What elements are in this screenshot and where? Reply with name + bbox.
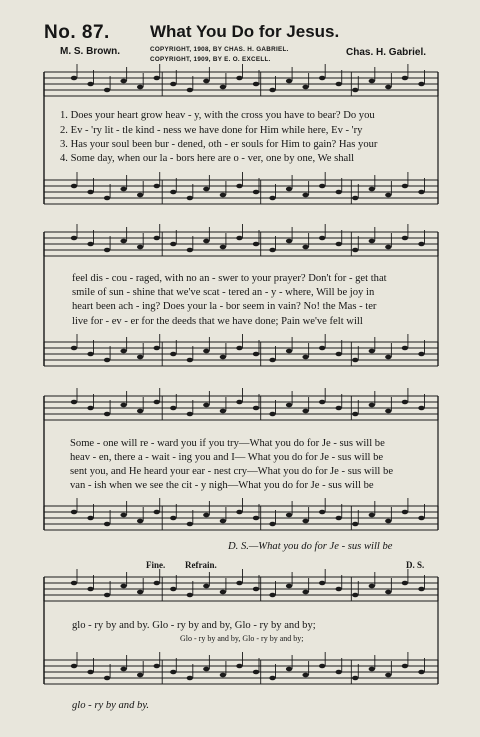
note-head — [269, 593, 275, 598]
author: M. S. Brown. — [60, 46, 120, 57]
note-head — [369, 349, 375, 354]
ds-mark: D. S. — [406, 560, 425, 570]
note-head — [137, 85, 143, 90]
verse-3-line-2: heart been ach - ing? Does your la - bor seem in vain? No! the Mas - ter — [72, 301, 377, 312]
note-head — [203, 584, 209, 589]
note-head — [154, 184, 160, 189]
note-head — [120, 403, 126, 408]
note-head — [418, 406, 424, 411]
note-head — [170, 587, 176, 592]
note-head — [336, 406, 342, 411]
verse-4-line-2: live for - ev - er for the deeds that we have done; Pain we've felt will — [72, 316, 363, 327]
note-head — [385, 590, 391, 595]
note-head — [203, 239, 209, 244]
note-head — [269, 676, 275, 681]
note-head — [170, 82, 176, 87]
note-head — [137, 409, 143, 414]
note-head — [236, 236, 242, 241]
note-head — [203, 513, 209, 518]
verse-1-line-1: 1. Does your heart grow heav - y, with the cross you have to bear? Do you — [60, 110, 375, 121]
note-head — [104, 593, 110, 598]
note-head — [154, 236, 160, 241]
note-head — [269, 522, 275, 527]
note-head — [71, 76, 77, 81]
note-head — [120, 584, 126, 589]
note-head — [369, 403, 375, 408]
note-head — [286, 239, 292, 244]
note-head — [336, 516, 342, 521]
note-head — [170, 406, 176, 411]
note-head — [286, 584, 292, 589]
note-head — [137, 193, 143, 198]
note-head — [369, 79, 375, 84]
note-head — [319, 581, 325, 586]
note-head — [236, 400, 242, 405]
note-head — [154, 76, 160, 81]
note-head — [104, 412, 110, 417]
note-head — [236, 346, 242, 351]
note-head — [154, 400, 160, 405]
note-head — [71, 581, 77, 586]
note-head — [352, 522, 358, 527]
note-head — [236, 581, 242, 586]
note-head — [286, 513, 292, 518]
note-head — [385, 519, 391, 524]
note-head — [120, 187, 126, 192]
note-head — [154, 664, 160, 669]
note-head — [220, 590, 226, 595]
note-head — [418, 82, 424, 87]
note-head — [71, 346, 77, 351]
note-head — [302, 85, 308, 90]
note-head — [319, 510, 325, 515]
note-head — [154, 346, 160, 351]
note-head — [253, 242, 259, 247]
note-head — [170, 516, 176, 521]
note-head — [385, 673, 391, 678]
verse-4-line-3: van - ish when we see the cit - y nigh—What you do for Je - sus will be — [70, 480, 374, 491]
note-head — [203, 187, 209, 192]
note-head — [170, 190, 176, 195]
note-head — [253, 516, 259, 521]
note-head — [187, 593, 193, 598]
note-head — [220, 245, 226, 250]
note-head — [302, 355, 308, 360]
note-head — [418, 352, 424, 357]
note-head — [319, 400, 325, 405]
note-head — [253, 587, 259, 592]
note-head — [286, 187, 292, 192]
note-head — [137, 519, 143, 524]
note-head — [402, 664, 408, 669]
verse-2-line-1: 2. Ev - 'ry lit - tle kind - ness we have done for Him while here, Ev - 'ry — [60, 125, 363, 136]
note-head — [352, 358, 358, 363]
note-head — [385, 355, 391, 360]
note-head — [104, 358, 110, 363]
note-head — [402, 76, 408, 81]
note-head — [319, 664, 325, 669]
verse-3-line-1: 3. Has your soul been bur - dened, oth - er souls for Him to gain? Has your — [60, 139, 378, 150]
note-head — [154, 581, 160, 586]
note-head — [203, 349, 209, 354]
note-head — [87, 352, 93, 357]
note-head — [187, 196, 193, 201]
note-head — [302, 590, 308, 595]
note-head — [220, 355, 226, 360]
note-head — [336, 190, 342, 195]
note-head — [402, 346, 408, 351]
copyright-2: COPYRIGHT, 1909, BY E. O. EXCELL. — [150, 56, 271, 63]
note-head — [236, 184, 242, 189]
note-head — [269, 196, 275, 201]
verse-2-line-2: smile of sun - shine that we've scat - tered an - y - where, Will be joy in — [72, 287, 375, 298]
note-head — [87, 82, 93, 87]
note-head — [269, 412, 275, 417]
note-head — [71, 510, 77, 515]
note-head — [170, 670, 176, 675]
note-head — [104, 248, 110, 253]
note-head — [203, 403, 209, 408]
note-head — [137, 355, 143, 360]
note-head — [369, 239, 375, 244]
note-head — [187, 88, 193, 93]
note-head — [137, 673, 143, 678]
note-head — [71, 236, 77, 241]
note-head — [253, 352, 259, 357]
note-head — [418, 587, 424, 592]
note-head — [253, 82, 259, 87]
hymn-title: What You Do for Jesus. — [150, 22, 340, 41]
note-head — [286, 403, 292, 408]
note-head — [104, 522, 110, 527]
note-head — [336, 670, 342, 675]
verse-1-line-2: feel dis - cou - raged, with no an - swer to your prayer? Don't for - get that — [72, 273, 387, 284]
note-head — [369, 187, 375, 192]
note-head — [71, 184, 77, 189]
refrain-bass-line: Glo - ry by and by, Glo - ry by and by; — [180, 634, 304, 643]
note-head — [87, 406, 93, 411]
note-head — [269, 88, 275, 93]
verse-3-line-3: sent you, and He heard your ear - nest cry—What you do for Je - sus will be — [70, 466, 394, 477]
note-head — [220, 85, 226, 90]
note-head — [369, 667, 375, 672]
fine-mark: Fine. — [146, 560, 166, 570]
note-head — [120, 667, 126, 672]
copyright-1: COPYRIGHT, 1908, BY CHAS. H. GABRIEL. — [150, 46, 289, 53]
note-head — [187, 522, 193, 527]
note-head — [187, 676, 193, 681]
note-head — [385, 85, 391, 90]
verse-4-line-1: 4. Some day, when our la - bors here are o - ver, one by one, We shall — [60, 153, 355, 164]
note-head — [336, 352, 342, 357]
note-head — [236, 76, 242, 81]
note-head — [336, 82, 342, 87]
note-head — [220, 519, 226, 524]
note-head — [286, 349, 292, 354]
note-head — [170, 242, 176, 247]
note-head — [104, 196, 110, 201]
note-head — [418, 516, 424, 521]
note-head — [352, 676, 358, 681]
composer: Chas. H. Gabriel. — [346, 47, 427, 58]
note-head — [187, 412, 193, 417]
note-head — [87, 670, 93, 675]
note-head — [286, 79, 292, 84]
final-line: glo - ry by and by. — [72, 700, 150, 711]
note-head — [319, 184, 325, 189]
note-head — [402, 184, 408, 189]
note-head — [369, 513, 375, 518]
note-head — [253, 406, 259, 411]
note-head — [402, 581, 408, 586]
note-head — [336, 587, 342, 592]
note-head — [87, 516, 93, 521]
note-head — [385, 409, 391, 414]
note-head — [302, 519, 308, 524]
note-head — [352, 593, 358, 598]
note-head — [104, 676, 110, 681]
note-head — [369, 584, 375, 589]
note-head — [120, 513, 126, 518]
note-head — [236, 510, 242, 515]
note-head — [319, 76, 325, 81]
refrain-mark: Refrain. — [185, 560, 217, 570]
note-head — [336, 242, 342, 247]
note-head — [402, 236, 408, 241]
note-head — [302, 245, 308, 250]
note-head — [220, 409, 226, 414]
note-head — [187, 248, 193, 253]
note-head — [87, 587, 93, 592]
note-head — [120, 79, 126, 84]
note-head — [385, 193, 391, 198]
note-head — [170, 352, 176, 357]
note-head — [286, 667, 292, 672]
ds-line: D. S.—What you do for Je - sus will be — [228, 541, 393, 552]
note-head — [352, 248, 358, 253]
note-head — [137, 590, 143, 595]
note-head — [87, 190, 93, 195]
note-head — [236, 664, 242, 669]
note-head — [253, 670, 259, 675]
verse-1-line-3: Some - one will re - ward you if you try—What you do for Je - sus will be — [70, 438, 385, 449]
refrain-line: glo - ry by and by. Glo - ry by and by, Glo - ry by and by; — [72, 620, 316, 631]
note-head — [302, 409, 308, 414]
note-head — [319, 236, 325, 241]
note-head — [71, 400, 77, 405]
note-head — [402, 510, 408, 515]
note-head — [154, 510, 160, 515]
note-head — [269, 358, 275, 363]
note-head — [203, 79, 209, 84]
note-head — [71, 664, 77, 669]
note-head — [319, 346, 325, 351]
note-head — [104, 88, 110, 93]
note-head — [120, 349, 126, 354]
verse-2-line-3: heav - en, there a - wait - ing you and I— What you do for Je - sus will be — [70, 452, 384, 463]
note-head — [269, 248, 275, 253]
note-head — [87, 242, 93, 247]
note-head — [418, 190, 424, 195]
note-head — [120, 239, 126, 244]
note-head — [137, 245, 143, 250]
note-head — [302, 673, 308, 678]
hymn-number: No. 87. — [44, 22, 110, 43]
note-head — [418, 242, 424, 247]
note-head — [203, 667, 209, 672]
note-head — [352, 88, 358, 93]
note-head — [220, 193, 226, 198]
note-head — [402, 400, 408, 405]
note-head — [385, 245, 391, 250]
note-head — [187, 358, 193, 363]
note-head — [253, 190, 259, 195]
note-head — [220, 673, 226, 678]
note-head — [352, 412, 358, 417]
note-head — [352, 196, 358, 201]
note-head — [302, 193, 308, 198]
note-head — [418, 670, 424, 675]
